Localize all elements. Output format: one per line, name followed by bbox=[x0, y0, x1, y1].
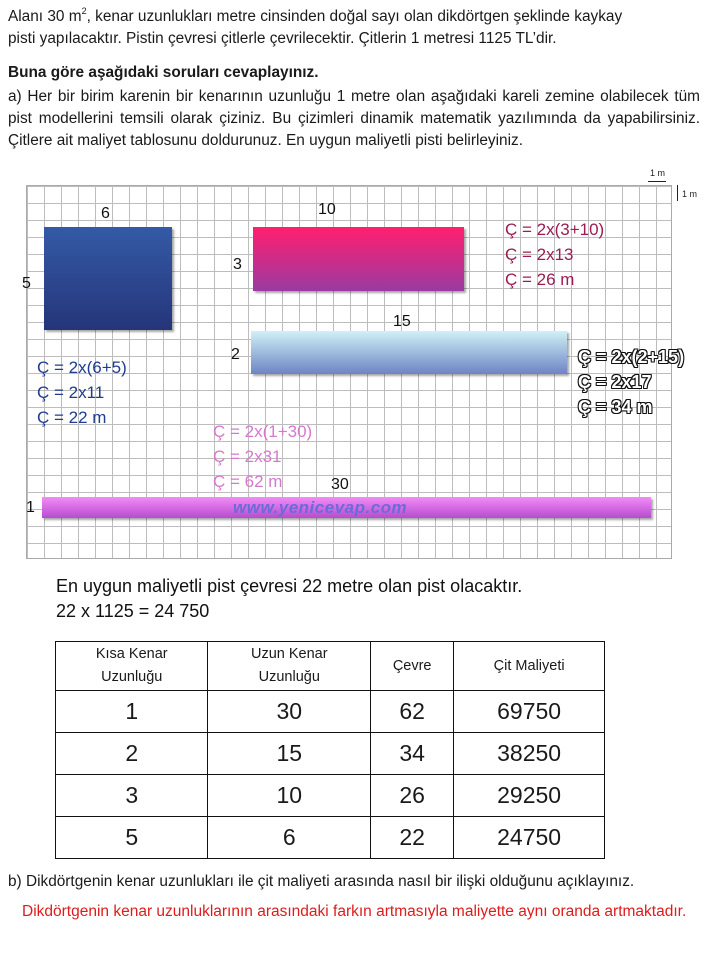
calc-line: Ç = 2x(6+5) bbox=[37, 358, 127, 377]
rect2-perimeter-calc bbox=[505, 217, 604, 292]
calc-line: Ç = 2x17 bbox=[578, 372, 652, 392]
table-cell: 6 bbox=[208, 817, 371, 859]
header-fence-cost bbox=[454, 642, 605, 691]
unit-width-label: 1 m bbox=[650, 168, 666, 178]
table-cell: 34 bbox=[371, 733, 454, 775]
header-text: Uzunluğu bbox=[101, 669, 163, 685]
header-text: Çevre bbox=[392, 657, 432, 674]
table-cell: 38250 bbox=[454, 733, 605, 775]
table-header-row bbox=[56, 642, 605, 691]
table-cell: 26 bbox=[371, 775, 454, 817]
table-row bbox=[56, 817, 605, 859]
calc-line: Ç = 34 m bbox=[578, 397, 653, 417]
table-cell: 5 bbox=[56, 817, 208, 859]
calc-line: Ç = 2x(1+30) bbox=[213, 422, 313, 441]
exponent: 2 bbox=[81, 6, 87, 16]
intro-text-2: , kenar uzunlukları metre cinsinden doğal sayı olan dikdörtgen şeklinde kaykay bbox=[86, 8, 623, 25]
calc-line: Ç = 2x31 bbox=[213, 447, 282, 466]
unit-height-label: 1 m bbox=[682, 189, 698, 199]
problem-statement bbox=[8, 6, 700, 50]
unit-width-marker bbox=[648, 181, 666, 182]
question-a: a) Her bir birim karenin bir kenarının uzunluğu 1 metre olan aşağıdaki kareli zemine olabilecek tüm pist modellerini temsili olarak çiziniz. Bu çizimleri dinamik matematik yazılımında da yapabilirsiniz. Çitlere ait maliyet tablosunu doldurunuz. En uygun maliyetli pisti belirleyiniz. bbox=[8, 88, 700, 149]
instruction: Buna göre aşağıdaki soruları cevaplayınız. bbox=[8, 64, 319, 81]
rect1-width-label: 6 bbox=[101, 205, 110, 222]
table-row bbox=[56, 691, 605, 733]
table-cell: 69750 bbox=[454, 691, 605, 733]
unit-height-marker bbox=[677, 185, 678, 201]
table-cell: 22 bbox=[371, 817, 454, 859]
header-long-side bbox=[208, 642, 371, 691]
cost-table bbox=[55, 641, 605, 859]
table-cell: 3 bbox=[56, 775, 208, 817]
table-cell: 62 bbox=[371, 691, 454, 733]
calc-line: Ç = 2x13 bbox=[505, 245, 574, 264]
header-text: Uzun Kenar bbox=[250, 646, 328, 662]
header-text: Kısa Kenar bbox=[95, 646, 168, 662]
table-cell: 2 bbox=[56, 733, 208, 775]
table-cell: 24750 bbox=[454, 817, 605, 859]
table-row bbox=[56, 733, 605, 775]
rectangle-6x5 bbox=[44, 227, 172, 330]
header-text: Uzunluğu bbox=[258, 669, 320, 685]
intro-text-1: Alanı 30 m bbox=[8, 8, 82, 25]
calc-line: Ç = 2x11 bbox=[37, 383, 105, 402]
rect3-height-label: 2 bbox=[231, 346, 240, 363]
rectangle-15x2 bbox=[251, 331, 567, 374]
result-statement: En uygun maliyetli pist çevresi 22 metre olan pist olacaktır. bbox=[56, 576, 523, 596]
header-text: Çit Maliyeti bbox=[493, 657, 565, 674]
intro-text-3: pisti yapılacaktır. Pistin çevresi çitlerle çevrilecektir. Çitlerin 1 metresi 1125 TL’dir. bbox=[8, 30, 557, 47]
rect4-height-label: 1 bbox=[26, 499, 35, 516]
rect4-width-label: 30 bbox=[331, 476, 349, 493]
table-cell: 30 bbox=[208, 691, 371, 733]
table-cell: 15 bbox=[208, 733, 371, 775]
result-calculation: 22 x 1125 = 24 750 bbox=[56, 601, 210, 621]
watermark: www.yenicevap.com bbox=[233, 498, 408, 517]
question-b: b) Dikdörtgenin kenar uzunlukları ile çit maliyeti arasında nasıl bir ilişki olduğunu açıklayınız. bbox=[8, 873, 635, 890]
calc-line: Ç = 2x(3+10) bbox=[505, 220, 605, 239]
rect3-width-label: 15 bbox=[393, 313, 411, 330]
rect2-width-label: 10 bbox=[318, 201, 336, 218]
answer-b: Dikdörtgenin kenar uzunluklarının arasındaki farkın artmasıyla maliyette aynı oranda artmaktadır. bbox=[22, 903, 687, 920]
calc-line: Ç = 22 m bbox=[37, 408, 107, 427]
table-cell: 1 bbox=[56, 691, 208, 733]
rect1-height-label: 5 bbox=[22, 275, 31, 292]
header-short-side bbox=[56, 642, 208, 691]
table-row bbox=[56, 775, 605, 817]
table-cell: 10 bbox=[208, 775, 371, 817]
rect4-perimeter-calc bbox=[213, 419, 312, 494]
table-cell: 29250 bbox=[454, 775, 605, 817]
calc-line: Ç = 2x(2+15) bbox=[578, 347, 685, 367]
calc-line: Ç = 62 m bbox=[213, 472, 283, 491]
rect2-height-label: 3 bbox=[233, 256, 242, 273]
rect3-perimeter-calc bbox=[578, 345, 684, 420]
calc-line: Ç = 26 m bbox=[505, 270, 575, 289]
rect1-perimeter-calc bbox=[37, 355, 127, 430]
header-perimeter bbox=[371, 642, 454, 691]
rectangle-10x3 bbox=[253, 227, 464, 291]
